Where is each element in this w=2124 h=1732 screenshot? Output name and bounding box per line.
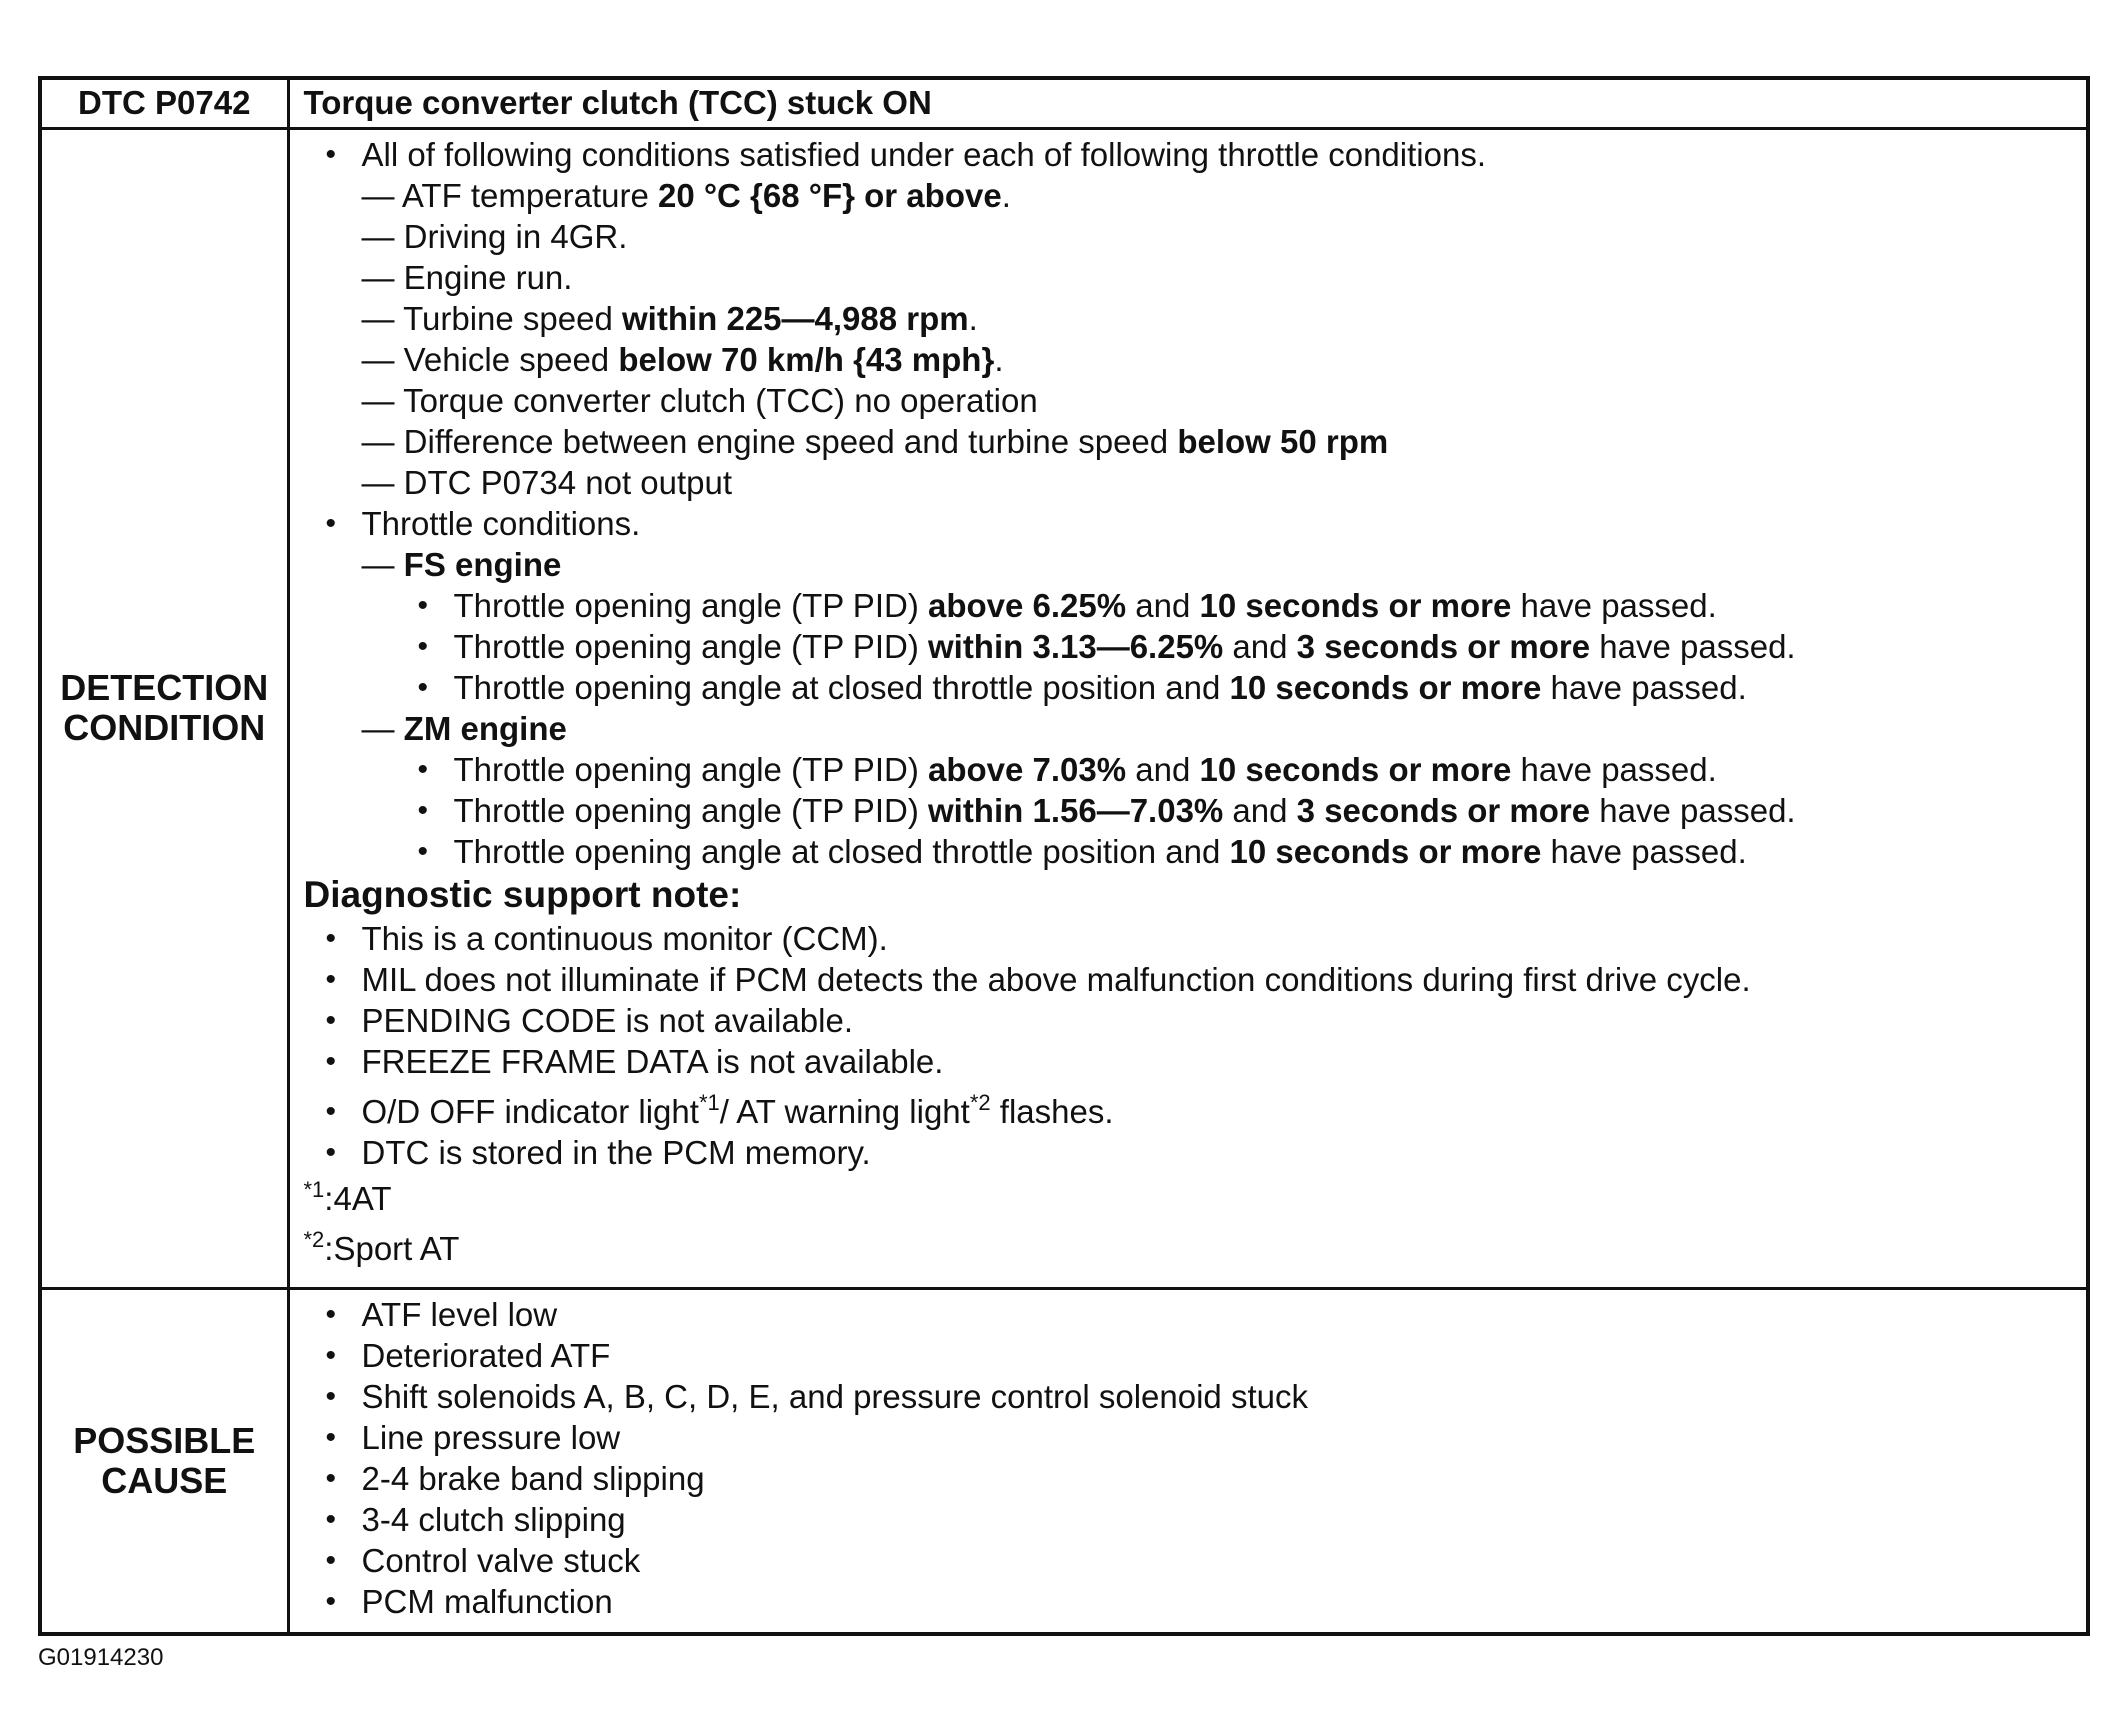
detection-label xyxy=(40,128,288,1288)
zm-row-3: • Throttle opening angle at closed throttle position and 10 seconds or more have passed. xyxy=(304,831,2087,872)
detection-row xyxy=(40,128,2088,1288)
detection-content xyxy=(288,128,2088,1288)
footnote-2: $^{*2}$:Sport AT xyxy=(303,1226,460,1267)
cause-label-line1: POSSIBLE xyxy=(73,1419,256,1461)
zm-row-2: • Throttle opening angle (TP PID) within 1.56—7.03% and 3 seconds or more have passed. xyxy=(304,790,2087,831)
cause-row xyxy=(40,1288,2088,1634)
note-item-indicator: • O/D OFF indicator light$^{*1}$/ AT warning light$^{*2}$ flashes. xyxy=(304,1091,2087,1132)
condition-driving: — Driving in 4GR. xyxy=(361,217,628,255)
dtc-table xyxy=(38,76,2090,1636)
condition-vehicle: — Vehicle speed below 70 km/h {43 mph}. xyxy=(361,340,1004,378)
fs-row-2: • Throttle opening angle (TP PID) within 3.13—6.25% and 3 seconds or more have passed. xyxy=(304,626,2087,667)
zm-engine-heading: — ZM engine xyxy=(361,709,567,747)
dtc-code: DTC P0742 xyxy=(40,78,288,128)
cause-item: • 2-4 brake band slipping xyxy=(304,1458,2087,1499)
note-item: • FREEZE FRAME DATA is not available. xyxy=(304,1041,2087,1082)
cause-item: • Line pressure low xyxy=(304,1417,2087,1458)
fs-row-1: • Throttle opening angle (TP PID) above 6.25% and 10 seconds or more have passed. xyxy=(304,585,2087,626)
cause-label-line2: CAUSE xyxy=(101,1459,228,1501)
cause-item: • 3-4 clutch slipping xyxy=(304,1499,2087,1540)
condition-dtc: — DTC P0734 not output xyxy=(361,463,733,501)
cause-item: • Control valve stuck xyxy=(304,1540,2087,1581)
footnote-1: $^{*1}$:4AT xyxy=(303,1176,392,1217)
cause-item: • PCM malfunction xyxy=(304,1581,2087,1622)
fs-engine-heading: — FS engine xyxy=(361,545,562,583)
note-item: • MIL does not illuminate if PCM detects the above malfunction conditions during first drive cycle. xyxy=(304,959,2087,1000)
detection-label-line2: CONDITION xyxy=(63,707,266,748)
note-item: • DTC is stored in the PCM memory. xyxy=(304,1132,2087,1173)
condition-turbine: — Turbine speed within 225—4,988 rpm. xyxy=(361,299,978,337)
dtc-title: Torque converter clutch (TCC) stuck ON xyxy=(288,78,2088,128)
fs-row-3: • Throttle opening angle at closed throttle position and 10 seconds or more have passed. xyxy=(304,667,2087,708)
detection-intro: • All of following conditions satisfied under each of following throttle conditions. xyxy=(304,134,2087,175)
cause-item: • ATF level low xyxy=(304,1294,2087,1335)
figure-id: G01914230 xyxy=(38,1644,164,1671)
throttle-heading: • Throttle conditions. xyxy=(304,503,2087,544)
cause-content xyxy=(288,1288,2088,1634)
condition-tcc: — Torque converter clutch (TCC) no operation xyxy=(361,381,1038,419)
condition-engine-run: — Engine run. xyxy=(361,258,573,296)
zm-row-1: • Throttle opening angle (TP PID) above 7.03% and 10 seconds or more have passed. xyxy=(304,749,2087,790)
cause-item: • Deteriorated ATF xyxy=(304,1335,2087,1376)
cause-label xyxy=(40,1288,288,1634)
header-row xyxy=(40,78,2088,128)
note-item: • This is a continuous monitor (CCM). xyxy=(304,918,2087,959)
condition-speed-diff: — Difference between engine speed and turbine speed below 50 rpm xyxy=(361,422,1389,460)
cause-item: • Shift solenoids A, B, C, D, E, and pressure control solenoid stuck xyxy=(304,1376,2087,1417)
diagnostic-note-heading: Diagnostic support note: xyxy=(303,873,742,915)
detection-label-line1: DETECTION xyxy=(60,667,269,708)
note-item: • PENDING CODE is not available. xyxy=(304,1000,2087,1041)
condition-atf: — ATF temperature 20 °C {68 °F} or above. xyxy=(361,176,1011,214)
